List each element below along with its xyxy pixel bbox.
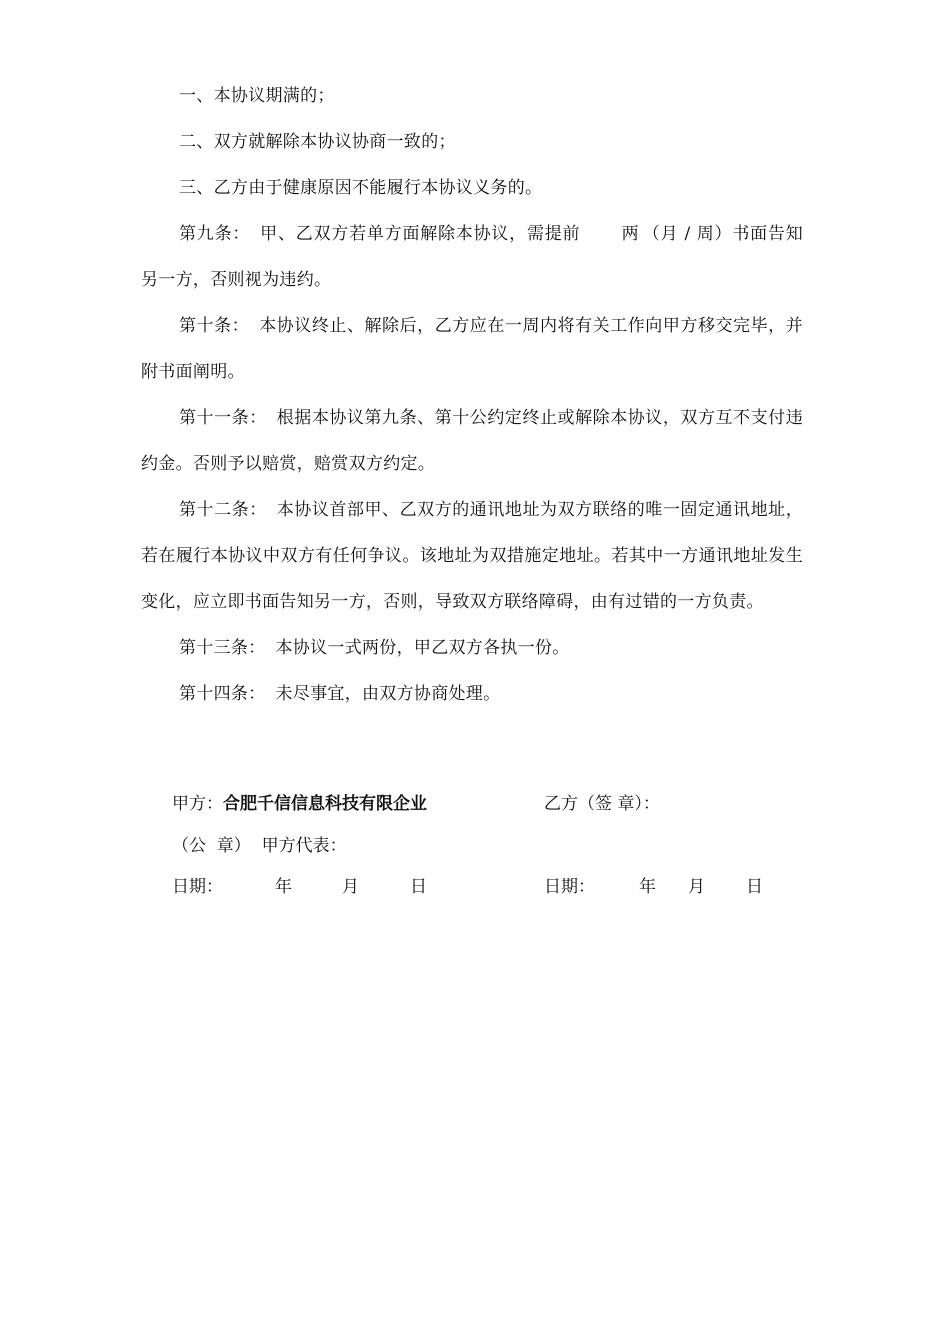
party-a-day: 日 — [410, 877, 427, 897]
article-9-blank: 两 — [621, 224, 639, 244]
party-a-line — [172, 792, 427, 816]
article-10-label: 第十条： — [179, 316, 250, 336]
party-b-label: 乙方（签 章）： — [544, 794, 660, 814]
party-b-line — [544, 792, 660, 816]
article-9-text-a: 甲、乙双方若单方面解除本协议，需提前 — [260, 224, 581, 244]
list-item-3: 三、乙方由于健康原因不能履行本协议义务的。 — [179, 178, 543, 198]
article-11-text: 根据本协议第九条、第十公约定终止或解除本协议，双方互不支付违约金。否则予以赔赏，赔赏双方约定。 — [141, 408, 803, 474]
party-a-seal-rep: （公 章） 甲方代表： — [172, 836, 347, 856]
article-9-label: 第九条： — [179, 224, 251, 244]
party-a-label: 甲方： — [172, 794, 223, 814]
party-b-month: 月 — [688, 877, 705, 897]
article-12 — [141, 487, 803, 625]
party-a-month: 月 — [342, 877, 359, 897]
article-14-label: 第十四条： — [179, 684, 266, 704]
party-b-day: 日 — [746, 877, 763, 897]
article-13-text: 本协议一式两份，甲乙双方各执一份。 — [275, 638, 570, 658]
list-item-2: 二、双方就解除本协议协商一致的； — [179, 132, 456, 152]
party-a-year: 年 — [275, 877, 292, 897]
article-9 — [141, 211, 803, 303]
contract-body — [141, 73, 803, 717]
article-14 — [141, 671, 803, 717]
article-11-label: 第十一条： — [179, 408, 267, 428]
article-12-label: 第十二条： — [179, 500, 267, 520]
article-10-text: 本协议终止、解除后，乙方应在一周内将有关工作向甲方移交完毕，并附书面阐明。 — [141, 316, 803, 382]
article-9-text-b: （月 / 周）书面告知另一方，否则视为违约。 — [141, 224, 804, 290]
party-b-year: 年 — [639, 877, 656, 897]
article-14-text: 未尽事宜，由双方协商处理。 — [275, 684, 501, 704]
article-10 — [141, 303, 803, 395]
article-13 — [141, 625, 803, 671]
article-11 — [141, 395, 803, 487]
party-b-date-row — [544, 875, 763, 899]
article-12-text: 本协议首部甲、乙双方的通讯地址为双方联络的唯一固定通讯地址，若在履行本协议中双方有任何争议。该地址为双措施定地址。若其中一方通讯地址发生变化，应立即书面告知另一方，否则，导致双方联络障碍，由有过错的一方负责。 — [141, 500, 803, 612]
party-a-date-row — [172, 875, 427, 899]
article-13-label: 第十三条： — [179, 638, 266, 658]
party-b-date-label: 日期： — [544, 877, 595, 897]
list-item-1: 一、本协议期满的； — [179, 86, 335, 106]
party-a-date-label: 日期： — [172, 877, 223, 897]
party-a-name: 合肥千信信息科技有限企业 — [223, 794, 427, 814]
